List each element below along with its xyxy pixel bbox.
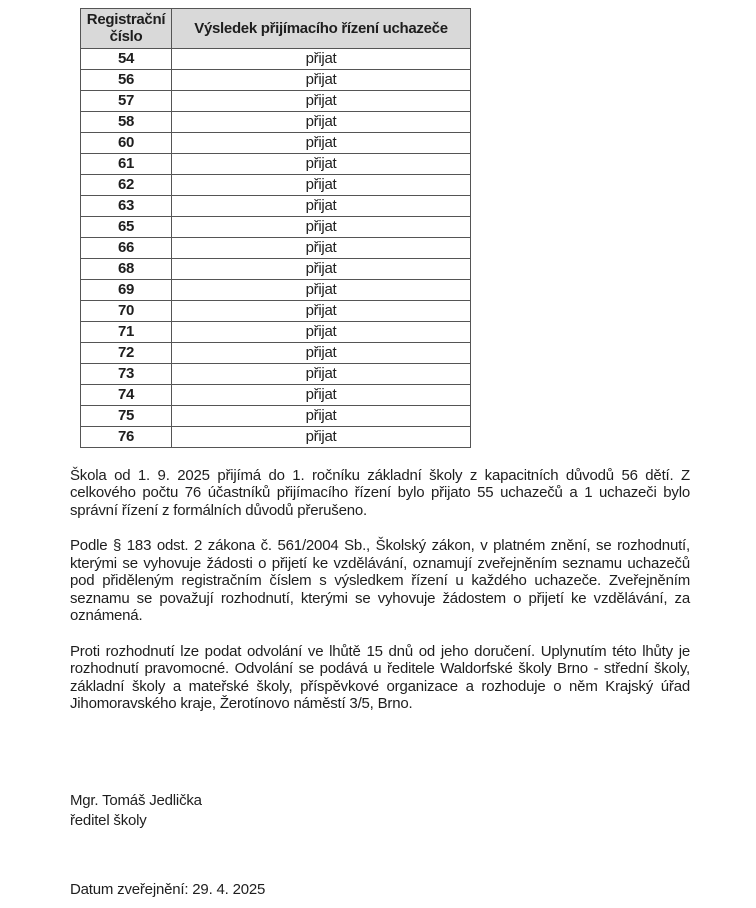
result-cell: přijat <box>172 69 471 90</box>
table-row <box>81 363 471 384</box>
body-text <box>70 467 690 899</box>
table-header-row <box>81 9 471 49</box>
registration-number-cell: 72 <box>81 342 172 363</box>
table-row <box>81 216 471 237</box>
table-row <box>81 258 471 279</box>
table-row <box>81 132 471 153</box>
paragraph-legal-basis: Podle § 183 odst. 2 zákona č. 561/2004 Sb., Školský zákon, v platném znění, se rozhodnutí, kterými se vyhovuje žádosti o přijetí ke vzdělávání, oznamují zveřejněním seznamu uchazečů pod přiděleným registračním číslem s výsledkem řízení u každého uchazeče. Zveřejněním seznamu se považují rozhodnutí, kterými se vyhovuje žádostem o přijetí ke vzdělávání, za oznámená. <box>70 537 690 624</box>
result-cell: přijat <box>172 216 471 237</box>
result-cell: přijat <box>172 405 471 426</box>
registration-number-cell: 68 <box>81 258 172 279</box>
table-body <box>81 48 471 447</box>
registration-number-cell: 61 <box>81 153 172 174</box>
registration-number-cell: 69 <box>81 279 172 300</box>
registration-number-cell: 76 <box>81 426 172 447</box>
table-row <box>81 237 471 258</box>
table-row <box>81 90 471 111</box>
result-cell: přijat <box>172 342 471 363</box>
result-cell: přijat <box>172 90 471 111</box>
admission-results-table <box>80 8 471 448</box>
registration-number-cell: 75 <box>81 405 172 426</box>
table-row <box>81 195 471 216</box>
registration-number-cell: 57 <box>81 90 172 111</box>
result-cell: přijat <box>172 363 471 384</box>
registration-number-cell: 66 <box>81 237 172 258</box>
table-row <box>81 300 471 321</box>
table-row <box>81 153 471 174</box>
column-header-result: Výsledek přijímacího řízení uchazeče <box>172 9 471 49</box>
paragraph-appeal-info: Proti rozhodnutí lze podat odvolání ve lhůtě 15 dnů od jeho doručení. Uplynutím této lhůty je rozhodnutí pravomocné. Odvolání se podává u ředitele Waldorfské školy Brno - střední školy, základní školy a mateřské školy, příspěvkové organizace a rozhoduje o něm Krajský úřad Jihomoravského kraje, Žerotínovo náměstí 3/5, Brno. <box>70 642 690 712</box>
table-row <box>81 405 471 426</box>
table-row <box>81 426 471 447</box>
registration-number-cell: 62 <box>81 174 172 195</box>
signature-block <box>70 791 690 831</box>
registration-number-cell: 70 <box>81 300 172 321</box>
result-cell: přijat <box>172 48 471 69</box>
result-cell: přijat <box>172 321 471 342</box>
table-header <box>81 9 471 49</box>
table-row <box>81 69 471 90</box>
result-cell: přijat <box>172 195 471 216</box>
column-header-registration-number: Registrační číslo <box>81 9 172 49</box>
registration-number-cell: 74 <box>81 384 172 405</box>
result-cell: přijat <box>172 153 471 174</box>
registration-number-cell: 58 <box>81 111 172 132</box>
table-row <box>81 48 471 69</box>
table-row <box>81 384 471 405</box>
registration-number-cell: 60 <box>81 132 172 153</box>
registration-number-cell: 73 <box>81 363 172 384</box>
table-row <box>81 111 471 132</box>
publication-date: Datum zveřejnění: 29. 4. 2025 <box>70 880 266 898</box>
registration-number-cell: 65 <box>81 216 172 237</box>
result-cell: přijat <box>172 132 471 153</box>
signatory-name: Mgr. Tomáš Jedlička <box>70 791 202 809</box>
registration-number-cell: 63 <box>81 195 172 216</box>
result-cell: přijat <box>172 258 471 279</box>
result-cell: přijat <box>172 279 471 300</box>
table-row <box>81 174 471 195</box>
result-cell: přijat <box>172 174 471 195</box>
result-cell: přijat <box>172 237 471 258</box>
result-cell: přijat <box>172 111 471 132</box>
signatory-role: ředitel školy <box>70 811 147 829</box>
result-cell: přijat <box>172 300 471 321</box>
result-cell: přijat <box>172 426 471 447</box>
table-row <box>81 321 471 342</box>
result-cell: přijat <box>172 384 471 405</box>
registration-number-cell: 56 <box>81 69 172 90</box>
table-row <box>81 279 471 300</box>
registration-number-cell: 54 <box>81 48 172 69</box>
paragraph-capacity-summary: Škola od 1. 9. 2025 přijímá do 1. ročníku základní školy z kapacitních důvodů 56 dětí. Z celkového počtu 76 účastníků přijímacího řízení bylo přijato 55 uchazečů a 1 uchazeči bylo správní řízení z formálních důvodů přerušeno. <box>70 466 690 519</box>
registration-number-cell: 71 <box>81 321 172 342</box>
table-row <box>81 342 471 363</box>
